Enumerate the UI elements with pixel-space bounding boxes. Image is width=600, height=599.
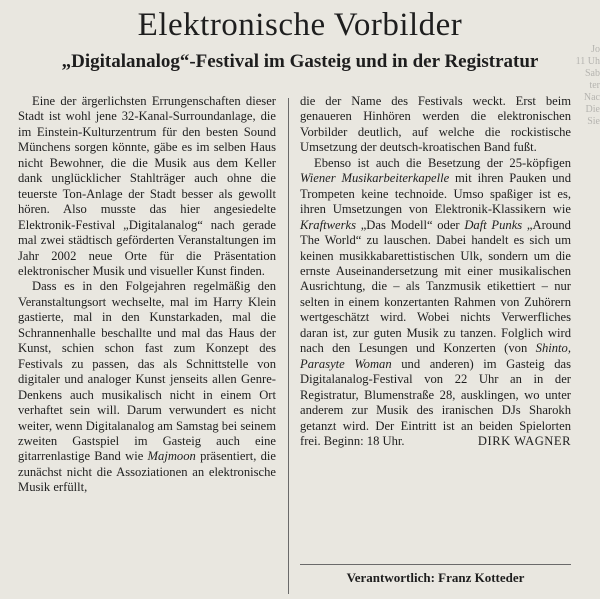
fragment-line: Nac (583, 92, 600, 103)
band-name: Daft Punks (464, 217, 523, 232)
fragment-line: 11 Uh (575, 56, 600, 67)
paragraph-text: Dass es in den Folgejahren regelmäßig den Veranstaltungsort wechselte, mal im Harry Klein gastierte, mal in den Kunstarkaden, mal die Schrannenhalle beschallte und mal das Haus der Kunst, schien schon fast zum Konzept des Festivals zu passen, das als Schnittstelle von digitaler und analoger Kunst jenseits allen Genre-Denkens auch musikalisch nicht in einem Ort verhaftet sein will. Darum verwundert es nicht weiter, wenn Digitalanalog am Samstag bei seinem zweiten Gastspiel im Gasteig auch eine gitarrenlastige Band wie (18, 279, 276, 464)
paragraph-text: präsentiert, die zunächst nicht die Assoziationen an elektronische Musik erfüllt, (18, 449, 276, 495)
left-column (18, 94, 276, 496)
paragraph-text: „Around The World“ zu lauschen. Dabei handelt es sich um keinen musikkabarettistischen Ulk, sondern um die ernste Auseinandersetzung mit einer musikalischen Ausrichtung, die – als Tanzmusik etikettiert – nur selten in einem konzertanten Rahmen von Zuhörern wertgeschätzt wird. Wobei nichts Verwerfliches daran ist, zur guten Musik zu tanzen. Folglich wird nach den Lesungen und Konzerten (von (300, 217, 571, 356)
band-name: Majmoon (147, 449, 196, 464)
band-name: Kraftwerks (300, 217, 356, 232)
paragraph-continued: die der Name des Festivals weckt. Erst beim genaueren Hinhören werden die elektronischen Vorbilder deutlich, auf welche die rockistische Umsetzung der deutsch-kroatischen Band fußt. (300, 94, 571, 155)
paragraph-lineup (300, 156, 571, 450)
right-column (300, 94, 571, 449)
band-name: Shinto, Parasyte Woman (300, 341, 571, 371)
column-divider (288, 98, 289, 594)
fragment-line: ter (589, 80, 600, 91)
article-headline: Elektronische Vorbilder (137, 7, 463, 43)
paragraph-venues (18, 279, 276, 495)
paragraph-text: und anderen) im Gasteig das Digitalanalog-Festival von 22 Uhr an in der Registratur, Blumenstraße 28, ausklingen, wo unter anderem zur Musik des iranischen DJs Sharokh getanzt wird. Der Eintritt ist an beiden Spielorten frei. Beginn: 18 Uhr. (300, 356, 571, 448)
editor-credit: Verantwortlich: Franz Kotteder (346, 570, 525, 585)
paragraph-text: „Das Modell“ oder (360, 217, 460, 232)
fragment-line: Jo (591, 44, 600, 55)
paragraph-intro: Eine der ärgerlichsten Errungenschaften dieser Stadt ist wohl jene 32-Kanal-Surroundanlage, die im Einstein-Kulturzentrum für den besten Sound Münchens sorgen könnte, gäbe es im selben Haus nicht Bewohner, die die Musik aus dem Keller dank unglücklicher Stahlträger auch ohne die teuerste Ton-Anlage der Stadt besser als gewollt hören. Also musste das hier angesiedelte Elektronik-Festival „Digitalanalog“ nach gerade mal zwei städtisch geförderten Veranstaltungen im Jahr 2002 neue Orte für die Präsentation elektronischer Musik und visueller Kunst finden. (18, 94, 276, 278)
fragment-line: Sab (585, 68, 600, 79)
footer-divider (300, 564, 571, 565)
fragment-line: Die (585, 104, 600, 115)
paragraph-text: mit ihren Pauken und Trompeten keine technoide. Umso spaßiger ist es, ihren Umsetzungen von Elektronik-Klassikern wie (300, 171, 571, 217)
article-subheadline: „Digitalanalog“-Festival im Gasteig und in der Registratur (61, 51, 539, 72)
author-byline: DIRK WAGNER (477, 433, 571, 448)
band-name: Wiener Musikarbeiterkapelle (300, 171, 450, 186)
fragment-line: Sie (587, 116, 600, 127)
article-body (0, 94, 600, 599)
paragraph-text: Ebenso ist auch die Besetzung der 25-köpfigen (314, 155, 571, 170)
